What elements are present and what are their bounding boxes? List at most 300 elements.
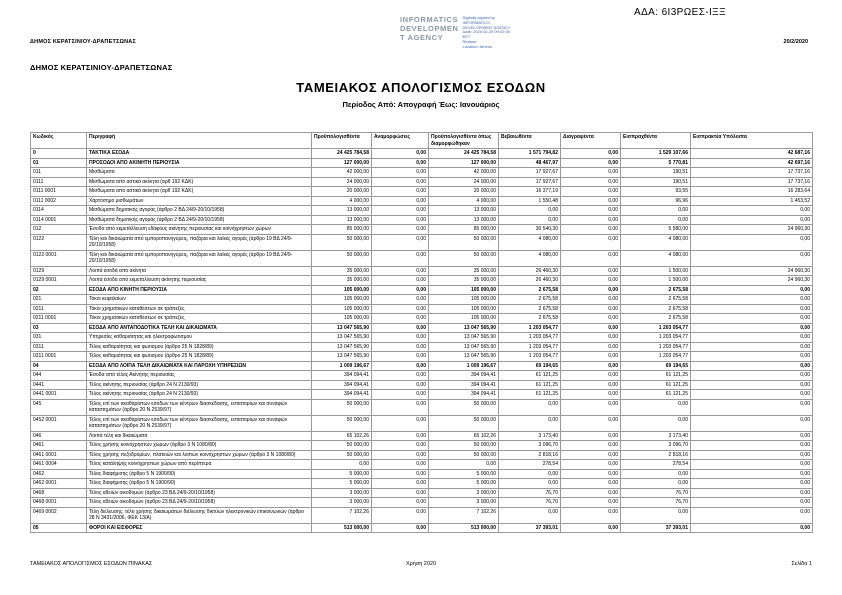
signature-agency-name [400, 15, 459, 42]
row-value: 0,00 [621, 206, 691, 216]
row-value: 127 000,00 [312, 158, 372, 168]
signature-detail-line: Digitally signed by [462, 15, 495, 20]
row-description: Τέλος χρήσης πεζοδρομίων, πλατειών και λοιπών κοινόχρηστων χώρων (άρθρο 3 Ν 1080/80) [87, 450, 312, 460]
row-value: 1 203 054,77 [499, 342, 561, 352]
row-description: Μισθώματα από αστικά ακίνητα (αρθ 192 ΚΔΚ) [87, 177, 312, 187]
row-code: 044 [31, 371, 87, 381]
row-code: 0452 0001 [31, 415, 87, 431]
row-value: 0,00 [691, 285, 813, 295]
row-value: 93,55 [621, 187, 691, 197]
row-value: 0,00 [372, 234, 429, 250]
row-code: 0122 0001 [31, 250, 87, 266]
row-value: 0,00 [561, 158, 621, 168]
row-value: 26 460,30 [499, 266, 561, 276]
row-code: 0211 [31, 304, 87, 314]
row-value: 0,00 [372, 323, 429, 333]
table-row [31, 460, 813, 470]
row-code: 031 [31, 333, 87, 343]
row-code: 0311 0001 [31, 352, 87, 362]
row-value: 0,00 [372, 285, 429, 295]
row-value: 85 000,00 [429, 225, 499, 235]
row-code: 0311 [31, 342, 87, 352]
table-row [31, 276, 813, 286]
signature-detail-line: Date: 2020.02.20 09:02:05 [462, 29, 510, 35]
row-value: 278,54 [499, 460, 561, 470]
row-description: Τέλος χρήσης κοινόχρηστων χώρων (άρθρο 3 Ν 1080/80) [87, 441, 312, 451]
row-value: 0,00 [561, 196, 621, 206]
row-description: Μισθώματα δημοτικής αγοράς (άρθρο 2 ΒΔ 24/9-20/10/1958) [87, 215, 312, 225]
row-value: 37 393,01 [621, 523, 691, 533]
row-value: 0,00 [621, 469, 691, 479]
table-row [31, 431, 813, 441]
row-value: 0,00 [691, 361, 813, 371]
row-value: 16 283,64 [691, 187, 813, 197]
row-value: 0,00 [372, 371, 429, 381]
row-value: 0,00 [372, 479, 429, 489]
row-value: 0,00 [691, 441, 813, 451]
row-value: 0,00 [691, 469, 813, 479]
row-value: 2 818,16 [499, 450, 561, 460]
row-value: 17 737,16 [691, 168, 813, 178]
table-row [31, 323, 813, 333]
row-value: 0,00 [561, 507, 621, 523]
row-value: 50 000,00 [312, 441, 372, 451]
row-value: 65 102,26 [312, 431, 372, 441]
row-value: 0,00 [372, 399, 429, 415]
row-value: 0,00 [561, 371, 621, 381]
footer-report-name: ΤΑΜΕΙΑΚΟΣ ΑΠΟΛΟΓΙΣΜΟΣ ΕΣΟΔΩΝ ΠΙΝΑΚΑΣ [30, 561, 153, 567]
row-value: 0,00 [372, 266, 429, 276]
row-value: 3 096,70 [499, 441, 561, 451]
table-row [31, 498, 813, 508]
row-value: 1 500,00 [621, 266, 691, 276]
row-value: 0,00 [561, 168, 621, 178]
row-description: Τέλος καθαριότητας και φωτισμού (άρθρο 25 Ν 1828/89) [87, 352, 312, 362]
row-value: 76,70 [621, 498, 691, 508]
row-value: 0,00 [561, 323, 621, 333]
row-value: 3 173,40 [621, 431, 691, 441]
row-code: 0468 [31, 488, 87, 498]
row-value: 0,00 [691, 479, 813, 489]
row-code: 0129 [31, 266, 87, 276]
row-description: Λοιπά έσοδα από ακίνητα [87, 266, 312, 276]
row-value: 0,00 [499, 469, 561, 479]
signature-detail-line: Location: Athens [462, 43, 493, 49]
table-row [31, 295, 813, 305]
row-value: 278,54 [621, 460, 691, 470]
row-value: 513 000,00 [312, 523, 372, 533]
row-value: 1 203 054,77 [621, 333, 691, 343]
row-value: 24 000,00 [429, 177, 499, 187]
table-row [31, 380, 813, 390]
row-value: 0,00 [561, 266, 621, 276]
row-value: 0,00 [691, 390, 813, 400]
row-code: 01 [31, 158, 87, 168]
row-description: ΕΣΟΔΑ ΑΠΟ ΛΟΙΠΑ ΤΕΛΗ ΔΙΚΑΙΩΜΑΤΑ ΚΑΙ ΠΑΡΟΧΗ ΥΠΗΡΕΣΙΩΝ [87, 361, 312, 371]
row-description: Λοιπά έσοδα από εκμετάλλευση ακίνητης περιουσίας [87, 276, 312, 286]
row-value: 394 094,41 [429, 390, 499, 400]
row-value: 0,00 [561, 206, 621, 216]
row-value: 0,00 [372, 295, 429, 305]
row-value: 0,00 [691, 215, 813, 225]
row-value: 1 203 054,77 [499, 352, 561, 362]
row-code: 0461 0004 [31, 460, 87, 470]
period-subtitle: Περίοδος Από: Απογραφή Έως: Ιανουάριος [342, 100, 500, 109]
row-value: 24 960,30 [691, 266, 813, 276]
row-value: 35 000,00 [429, 276, 499, 286]
row-description: Υπηρεσίες καθαριότητας και ηλεκτροφωτισμού [87, 333, 312, 343]
page-title: ΤΑΜΕΙΑΚΟΣ ΑΠΟΛΟΓΙΣΜΟΣ ΕΣΟΔΩΝ [296, 80, 546, 95]
row-value: 0,00 [561, 276, 621, 286]
row-value: 0,00 [561, 234, 621, 250]
row-value: 0,00 [691, 371, 813, 381]
row-value: 24 960,30 [691, 225, 813, 235]
table-row [31, 415, 813, 431]
row-value: 13 000,00 [312, 206, 372, 216]
table-row [31, 441, 813, 451]
row-code: 02 [31, 285, 87, 295]
row-value: 50 000,00 [429, 234, 499, 250]
row-value: 24 425 784,58 [429, 149, 499, 159]
row-value: 0,00 [621, 215, 691, 225]
row-value: 50 000,00 [312, 250, 372, 266]
row-value: 0,00 [561, 285, 621, 295]
revenue-report-table [30, 132, 813, 533]
row-value: 394 094,41 [312, 380, 372, 390]
row-value: 20 000,00 [429, 187, 499, 197]
row-description: Τέλος κατάληψης κοινόχρηστων χώρων από περίπτερα [87, 460, 312, 470]
row-value: 1 203 054,77 [621, 342, 691, 352]
row-value: 2 675,58 [621, 295, 691, 305]
table-row [31, 206, 813, 216]
row-value: 0,00 [561, 523, 621, 533]
table-header-row [31, 133, 813, 149]
row-value: 0,00 [561, 250, 621, 266]
row-value: 17 927,67 [499, 168, 561, 178]
row-value: 13 047 565,90 [429, 333, 499, 343]
row-value: 0,00 [561, 352, 621, 362]
row-description: ΠΡΟΣΟΔΟΙ ΑΠΟ ΑΚΙΝΗΤΗ ΠΕΡΙΟΥΣΙΑ [87, 158, 312, 168]
row-value: 0,00 [691, 206, 813, 216]
row-description: Τέλος διαφήμισης (άρθρο 5 Ν 1900/90) [87, 469, 312, 479]
row-code: 0441 0001 [31, 390, 87, 400]
row-value: 2 675,58 [621, 285, 691, 295]
row-description: ΤΑΚΤΙΚΑ ΕΣΟΔΑ [87, 149, 312, 159]
row-value: 48 467,97 [499, 158, 561, 168]
row-code: 0462 0001 [31, 479, 87, 489]
row-value: 0,00 [372, 523, 429, 533]
row-description: Λοιπά τέλη και δικαιώματα [87, 431, 312, 441]
row-code: 012 [31, 225, 87, 235]
row-value: 65 102,26 [429, 431, 499, 441]
table-row [31, 361, 813, 371]
row-value: 42 697,16 [691, 158, 813, 168]
row-value: 105 000,00 [312, 304, 372, 314]
row-description: ΕΣΟΔΑ ΑΠΟ ΑΝΤΑΠΟΔΟΤΙΚΑ ΤΕΛΗ ΚΑΙ ΔΙΚΑΙΩΜΑΤΑ [87, 323, 312, 333]
header-description: Περιγραφή [87, 133, 312, 149]
row-description: Έσοδα από τέλος Ακίνητης περιουσίας [87, 371, 312, 381]
page-footer [30, 561, 812, 567]
table-row [31, 285, 813, 295]
row-value: 50 000,00 [429, 250, 499, 266]
row-value: 1 500,00 [621, 276, 691, 286]
row-value: 50 000,00 [429, 415, 499, 431]
signature-detail-line: DEVELOPMENT AGENCY [462, 24, 511, 30]
row-value: 0,00 [691, 380, 813, 390]
row-code: 0114 0001 [31, 215, 87, 225]
row-value: 105 000,00 [429, 304, 499, 314]
row-description: ΦΟΡΟΙ ΚΑΙ ΕΙΣΦΟΡΕΣ [87, 523, 312, 533]
table-row [31, 342, 813, 352]
row-value: 61 121,25 [621, 390, 691, 400]
row-code: 03 [31, 323, 87, 333]
table-row [31, 234, 813, 250]
row-value: 13 000,00 [429, 206, 499, 216]
row-value: 0,00 [561, 295, 621, 305]
row-description: ΕΣΟΔΑ ΑΠΟ ΚΙΝΗΤΗ ΠΕΡΙΟΥΣΙΑ [87, 285, 312, 295]
row-value: 61 121,25 [621, 371, 691, 381]
table-row [31, 523, 813, 533]
row-description: Τέλη και δικαιώματα από εμποροπανηγύρεις, παζάρια και λαϊκές αγορές (άρθρο 19 ΒΔ 24/9-20/10/1958) [87, 250, 312, 266]
row-value: 50 000,00 [312, 234, 372, 250]
table-row [31, 158, 813, 168]
row-value: 0,00 [372, 361, 429, 371]
header-budgeted: Προϋπολογισθέντα [312, 133, 372, 149]
row-value: 127 000,00 [429, 158, 499, 168]
row-value: 69 194,65 [621, 361, 691, 371]
row-description: Τέλη και δικαιώματα από εμποροπανηγύρεις, παζάρια και λαϊκές αγορές (άρθρο 19 ΒΔ 24/9-20/10/1958) [87, 234, 312, 250]
row-value: 0,00 [691, 415, 813, 431]
row-value: 5 580,00 [621, 225, 691, 235]
row-value: 0,00 [691, 314, 813, 324]
row-value: 0,00 [561, 187, 621, 197]
row-value: 0,00 [372, 196, 429, 206]
row-description: Τόκοι χρηματικών καταθέσεων σε τράπεζες [87, 304, 312, 314]
row-value: 96,96 [621, 196, 691, 206]
row-value: 1 009 196,67 [429, 361, 499, 371]
row-value: 69 194,65 [499, 361, 561, 371]
row-value: 3 000,00 [312, 498, 372, 508]
table-row [31, 250, 813, 266]
row-value: 394 094,41 [429, 371, 499, 381]
row-description: Μισθώματα δημοτικής αγοράς (άρθρο 2 ΒΔ 24/9-20/10/1958) [87, 206, 312, 216]
row-value: 0,00 [561, 460, 621, 470]
row-value: 0,00 [691, 342, 813, 352]
row-value: 4 080,00 [499, 234, 561, 250]
row-code: 04 [31, 361, 87, 371]
row-value: 13 047 565,90 [429, 352, 499, 362]
row-value: 1 453,52 [691, 196, 813, 206]
table-row [31, 469, 813, 479]
row-value: 1 529 107,66 [621, 149, 691, 159]
row-value: 0,00 [691, 234, 813, 250]
row-value: 105 000,00 [312, 314, 372, 324]
row-value: 0,00 [372, 333, 429, 343]
row-value: 3 000,00 [429, 498, 499, 508]
row-value: 2 675,58 [621, 314, 691, 324]
row-value: 0,00 [691, 498, 813, 508]
row-value: 0,00 [561, 342, 621, 352]
row-value: 0,00 [372, 187, 429, 197]
row-value: 2 675,58 [499, 285, 561, 295]
row-value: 0,00 [691, 352, 813, 362]
row-value: 0,00 [561, 314, 621, 324]
row-value: 61 121,25 [621, 380, 691, 390]
row-code: 0111 0001 [31, 187, 87, 197]
row-value: 0,00 [312, 460, 372, 470]
table-row [31, 187, 813, 197]
row-value: 37 393,01 [499, 523, 561, 533]
row-value: 105 000,00 [429, 314, 499, 324]
row-description: Τέλος αδειών οικοδομών (άρθρο 23 ΒΔ 24/9-20/10/1958) [87, 498, 312, 508]
municipality-name-small: ΔΗΜΟΣ ΚΕΡΑΤΣΙΝΙΟΥ-ΔΡΑΠΕΤΣΩΝΑΣ [30, 39, 136, 45]
row-code: 0468 0001 [31, 498, 87, 508]
row-value: 0,00 [372, 441, 429, 451]
row-value: 105 000,00 [312, 295, 372, 305]
row-value: 0,00 [372, 415, 429, 431]
row-value: 0,00 [561, 333, 621, 343]
row-value: 5 000,00 [312, 479, 372, 489]
row-value: 0,00 [561, 450, 621, 460]
table-row [31, 507, 813, 523]
row-description: Τέλη διέλευσης, τέλη χρήσης δικαιωμάτων διέλευσης δικτύων ηλεκτρονικών επικοινωνιών (άρθρο 28 Ν 3431/2006, ΦΕΚ 13/Α) [87, 507, 312, 523]
row-value: 0,00 [372, 352, 429, 362]
digital-signature-stamp [400, 15, 510, 50]
row-value: 13 047 565,90 [312, 342, 372, 352]
table-row [31, 149, 813, 159]
row-value: 394 094,41 [312, 371, 372, 381]
signature-agency-line: INFORMATICS [400, 15, 459, 24]
row-value: 0,00 [691, 304, 813, 314]
row-value: 0,00 [561, 177, 621, 187]
row-value: 7 102,26 [312, 507, 372, 523]
row-code: 021 [31, 295, 87, 305]
row-value: 105 000,00 [429, 285, 499, 295]
row-value: 61 121,25 [499, 390, 561, 400]
signature-details [463, 15, 511, 50]
row-value: 394 094,41 [429, 380, 499, 390]
row-value: 0,00 [372, 469, 429, 479]
row-value: 4 080,00 [621, 250, 691, 266]
row-value: 3 000,00 [429, 488, 499, 498]
row-value: 0,00 [372, 380, 429, 390]
row-value: 0,00 [499, 215, 561, 225]
row-value: 35 000,00 [312, 276, 372, 286]
row-value: 0,00 [561, 304, 621, 314]
row-value: 0,00 [691, 323, 813, 333]
ada-code: ΑΔΑ: 6Ι3ΡΩΕΣ-ΙΞΞ [634, 7, 726, 18]
row-value: 0,00 [561, 149, 621, 159]
row-code: 0114 [31, 206, 87, 216]
row-value: 50 000,00 [429, 399, 499, 415]
row-value: 190,51 [621, 168, 691, 178]
row-value: 13 047 565,90 [312, 352, 372, 362]
row-value: 4 080,00 [499, 250, 561, 266]
row-value: 0,00 [372, 498, 429, 508]
row-value: 0,00 [372, 276, 429, 286]
row-value: 76,70 [499, 498, 561, 508]
signature-detail-line: EET [462, 34, 471, 40]
row-value: 0,00 [561, 215, 621, 225]
table-row [31, 352, 813, 362]
row-value: 0,00 [372, 304, 429, 314]
row-value: 190,51 [621, 177, 691, 187]
row-code: 046 [31, 431, 87, 441]
row-value: 1 571 794,82 [499, 149, 561, 159]
municipality-name: ΔΗΜΟΣ ΚΕΡΑΤΣΙΝΙΟΥ-ΔΡΑΠΕΤΣΩΝΑΣ [30, 63, 173, 72]
row-value: 0,00 [691, 431, 813, 441]
row-value: 3 000,00 [312, 488, 372, 498]
row-code: 0 [31, 149, 87, 159]
row-value: 17 737,16 [691, 177, 813, 187]
table-row [31, 266, 813, 276]
row-code: 0441 [31, 380, 87, 390]
table-row [31, 304, 813, 314]
row-value: 0,00 [561, 498, 621, 508]
row-description: Τέλος ακίνητης περιουσίας (άρθρο 24 Ν 2130/93) [87, 380, 312, 390]
row-value: 42 000,00 [312, 168, 372, 178]
row-value: 0,00 [561, 469, 621, 479]
row-value: 0,00 [372, 460, 429, 470]
row-value: 4 000,00 [429, 196, 499, 206]
row-value: 13 047 565,90 [429, 323, 499, 333]
row-value: 35 000,00 [429, 266, 499, 276]
row-value: 0,00 [372, 206, 429, 216]
row-description: Τέλος καθαριότητας και φωτισμού (άρθρο 25 Ν 1828/89) [87, 342, 312, 352]
table-row [31, 314, 813, 324]
row-value: 26 460,30 [499, 276, 561, 286]
row-value: 2 675,58 [621, 304, 691, 314]
row-value: 0,00 [621, 399, 691, 415]
row-description: Μισθώματα από αστικά ακίνητα (αρθ 192 ΚΔΚ) [87, 187, 312, 197]
row-value: 0,00 [372, 177, 429, 187]
row-value: 0,00 [561, 225, 621, 235]
row-code: 0211 0001 [31, 314, 87, 324]
row-value: 0,00 [372, 149, 429, 159]
row-value: 1 203 054,77 [621, 352, 691, 362]
row-value: 0,00 [691, 488, 813, 498]
row-value: 0,00 [561, 399, 621, 415]
row-code: 0129 0001 [31, 276, 87, 286]
row-value: 0,00 [372, 168, 429, 178]
row-value: 0,00 [372, 488, 429, 498]
document-date: 20/2/2020 [783, 39, 808, 45]
row-value: 0,00 [499, 479, 561, 489]
signature-detail-line: INFORMATICS [462, 19, 490, 25]
row-value: 3 173,40 [499, 431, 561, 441]
footer-page-number: Σελίδα 1 [791, 561, 813, 567]
row-value: 42 687,16 [691, 149, 813, 159]
row-code: 0462 [31, 469, 87, 479]
row-value: 0,00 [691, 250, 813, 266]
row-value: 0,00 [372, 507, 429, 523]
row-value: 0,00 [691, 507, 813, 523]
row-value: 0,00 [691, 295, 813, 305]
row-value: 13 000,00 [429, 215, 499, 225]
row-value: 394 094,41 [312, 390, 372, 400]
row-value: 2 675,58 [499, 304, 561, 314]
row-value: 85 000,00 [312, 225, 372, 235]
row-code: 045 [31, 399, 87, 415]
row-value: 105 000,00 [312, 285, 372, 295]
row-value: 13 000,00 [312, 215, 372, 225]
table-row [31, 333, 813, 343]
row-value: 0,00 [499, 399, 561, 415]
row-value: 7 102,26 [429, 507, 499, 523]
row-value: 13 047 565,90 [429, 342, 499, 352]
signature-agency-line: T AGENCY [400, 33, 444, 42]
row-value: 50 000,00 [429, 441, 499, 451]
